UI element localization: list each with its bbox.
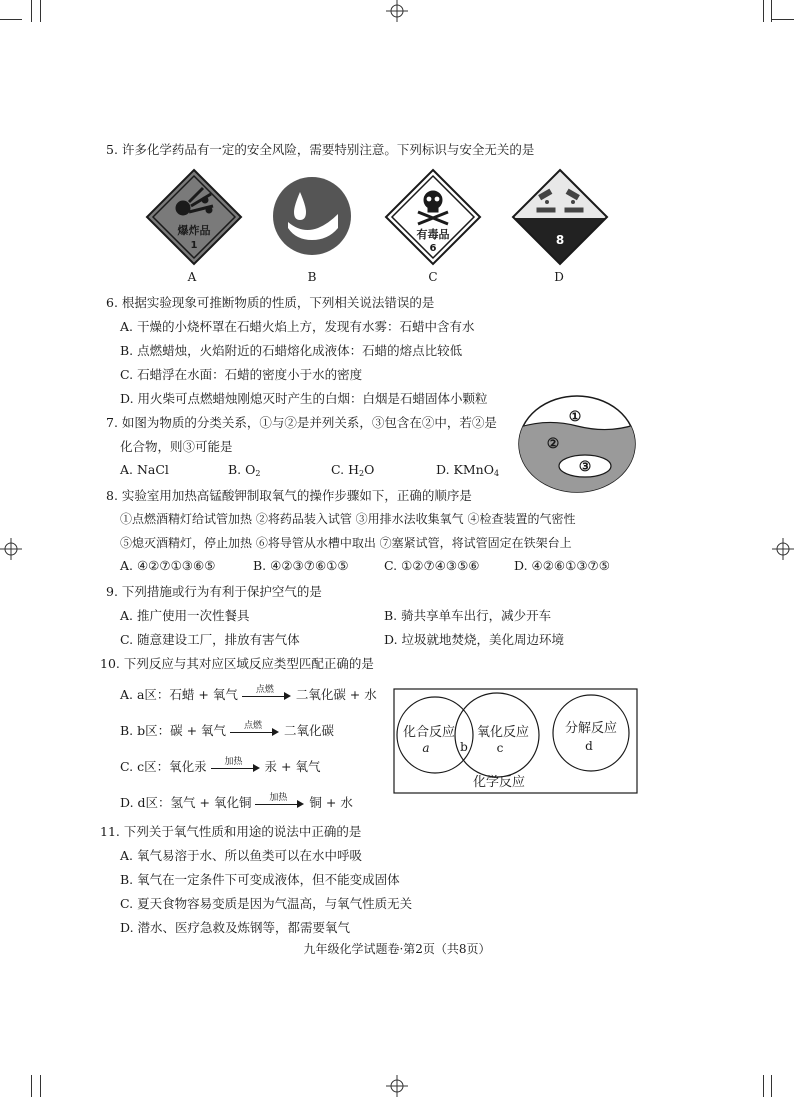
question-6-option-d: D. 用火柴可点燃蜡烛刚熄灭时产生的白烟：白烟是石蜡固体小颗粒: [120, 391, 488, 406]
crop-mark: [31, 0, 32, 22]
question-7-option-d: D. KMnO$_4$: [436, 462, 500, 478]
reaction-type-venn-diagram: [393, 688, 639, 794]
reaction-arrow: 点燃: [242, 689, 292, 703]
question-8-option-a: A. ④②⑦①③⑥⑤: [120, 558, 216, 573]
question-10-option-b: B. b区：碳 + 氧气 点燃 二氧化碳: [120, 720, 335, 738]
sign-c-label: C: [428, 270, 438, 284]
venn-d-letter: d: [585, 739, 593, 753]
water-saving-icon: [272, 176, 352, 256]
question-6-option-a: A. 干燥的小烧杯罩在石蜡火焰上方，发现有水雾：石蜡中含有水: [120, 319, 475, 334]
sign-c-text: 有毒品: [416, 228, 450, 241]
diagram-label-3: ③: [578, 459, 592, 475]
question-6-option-b: B. 点燃蜡烛，火焰附近的石蜡熔化成液体：石蜡的熔点比较低: [120, 343, 463, 358]
question-8-option-d: D. ④②⑥①③⑦⑤: [514, 558, 610, 573]
venn-oxidation-label: 氧化反应: [476, 725, 530, 740]
reaction-arrow: 加热: [255, 797, 305, 811]
sign-a-text: 爆炸品: [177, 224, 211, 237]
reaction-arrow: 点燃: [230, 725, 280, 739]
reaction-arrow: 加热: [211, 761, 261, 775]
registration-mark-icon: [772, 538, 794, 560]
question-11-option-c: C. 夏天食物容易变质是因为气温高，与氧气性质无关: [120, 896, 413, 911]
crop-mark: [0, 19, 22, 20]
question-7-stem-line1: 7. 如图为物质的分类关系，①与②是并列关系，③包含在②中，若②是: [106, 415, 497, 430]
explosive-icon: [145, 168, 243, 266]
question-9-option-d: D. 垃圾就地焚烧，美化周边环境: [384, 632, 565, 647]
question-10-stem: 10. 下列反应与其对应区域反应类型匹配正确的是: [100, 656, 374, 671]
question-5-stem: 5. 许多化学药品有一定的安全风险，需要特别注意。下列标识与安全无关的是: [106, 142, 535, 157]
crop-mark: [40, 1075, 41, 1097]
sign-a-number: 1: [190, 240, 198, 251]
sign-d-number: 8: [555, 233, 565, 247]
sign-c-number: 6: [429, 243, 437, 254]
classification-diagram: [517, 394, 637, 494]
question-10-option-d: D. d区：氢气 + 氧化铜 加热 铜 + 水: [120, 792, 353, 810]
venn-decomposition-label: 分解反应: [564, 721, 618, 736]
question-6-stem: 6. 根据实验现象可推断物质的性质，下列相关说法错误的是: [106, 295, 435, 310]
question-11-stem: 11. 下列关于氧气性质和用途的说法中正确的是: [100, 824, 362, 839]
question-6-option-c: C. 石蜡浮在水面：石蜡的密度小于水的密度: [120, 367, 363, 382]
crop-mark: [31, 1075, 32, 1097]
question-9-stem: 9. 下列措施或行为有利于保护空气的是: [106, 584, 322, 599]
question-7-option-b: B. $O_2$: [228, 462, 261, 478]
venn-combination-label: 化合反应: [402, 725, 456, 740]
page-footer: 九年级化学试题卷·第2页（共8页）: [303, 942, 491, 956]
sign-d-label: D: [554, 270, 564, 284]
registration-mark-icon: [0, 538, 22, 560]
question-10-option-c: C. c区：氧化汞 加热 汞 + 氧气: [120, 756, 321, 774]
question-7-option-c: C. $H_2O$: [331, 462, 375, 478]
question-10-option-a: A. a区：石蜡 + 氧气 点燃 二氧化碳 + 水: [120, 684, 377, 702]
crop-mark: [763, 0, 764, 22]
question-7-option-a: A. NaCl: [120, 462, 169, 477]
question-11-option-a: A. 氧气易溶于水、所以鱼类可以在水中呼吸: [120, 848, 362, 863]
registration-mark-icon: [386, 0, 408, 22]
venn-a-letter: a: [422, 741, 430, 755]
crop-mark: [771, 1075, 772, 1097]
sign-b-label: B: [307, 270, 317, 284]
question-8-steps-line1: ①点燃酒精灯给试管加热 ②将药品装入试管 ③用排水法收集氧气 ④检查装置的气密性: [120, 512, 576, 526]
crop-mark: [763, 1075, 764, 1097]
corrosive-icon: [511, 168, 609, 266]
question-9-option-b: B. 骑共享单车出行，减少开车: [384, 608, 552, 623]
toxic-icon: [384, 168, 482, 266]
sign-a-label: A: [187, 270, 197, 284]
diagram-label-1: ①: [568, 409, 582, 425]
question-8-option-c: C. ①②⑦④③⑤⑥: [384, 558, 480, 573]
question-11-option-d: D. 潜水、医疗急救及炼钢等，都需要氧气: [120, 920, 351, 935]
diagram-label-2: ②: [546, 436, 560, 452]
venn-outer-label: 化学反应: [472, 775, 526, 790]
venn-c-letter: c: [496, 741, 504, 755]
registration-mark-icon: [386, 1075, 408, 1097]
question-8-option-b: B. ④②③⑦⑥①⑤: [253, 558, 349, 573]
crop-mark: [772, 19, 794, 20]
question-9-option-c: C. 随意建设工厂，排放有害气体: [120, 632, 300, 647]
venn-b-letter: b: [460, 740, 468, 754]
question-8-steps-line2: ⑤熄灭酒精灯，停止加热 ⑥将导管从水槽中取出 ⑦塞紧试管，将试管固定在铁架台上: [120, 536, 572, 550]
question-11-option-b: B. 氧气在一定条件下可变成液体，但不能变成固体: [120, 872, 400, 887]
question-8-stem: 8. 实验室用加热高锰酸钾制取氧气的操作步骤如下，正确的顺序是: [106, 488, 472, 503]
question-7-stem-line2: 化合物，则③可能是: [120, 439, 233, 454]
crop-mark: [40, 0, 41, 22]
question-9-option-a: A. 推广使用一次性餐具: [120, 608, 250, 623]
